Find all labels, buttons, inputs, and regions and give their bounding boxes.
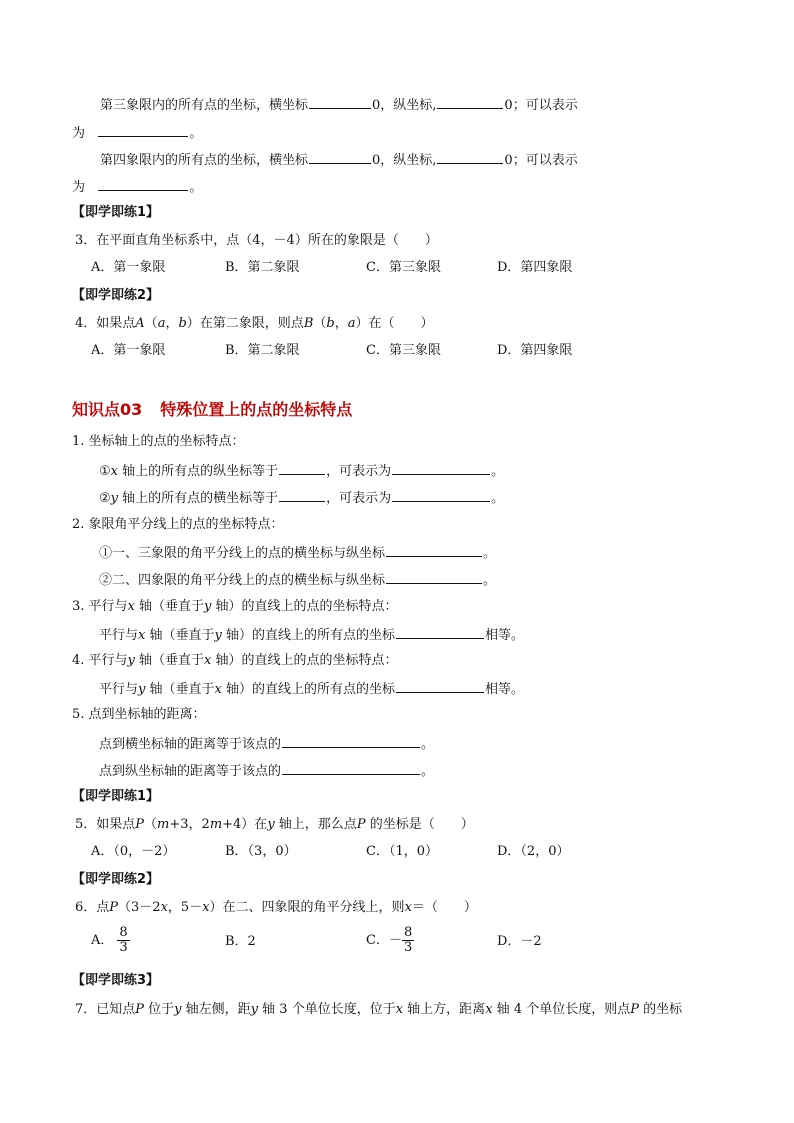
question-5-option-b[interactable]: B．（3，0） — [225, 844, 297, 859]
question-5-option-c[interactable]: C．（1，0） — [366, 844, 438, 859]
knowledge-5-heading: 5. 点到坐标轴的距离： — [72, 707, 206, 722]
knowledge-2-item-b: ②二、四象限的角平分线上的点的横坐标与纵坐标 。 — [99, 573, 497, 588]
knowledge-1-item-a: ①x 轴上的所有点的纵坐标等于 ，可表示为 。 — [99, 464, 505, 479]
answer-blank[interactable] — [98, 124, 188, 137]
question-7-stem: 7．已知点P 位于y 轴左侧，距y 轴 3 个单位长度，位于x 轴上方，距离x 轴 4 个单位长度，则点P 的坐标 — [75, 1002, 683, 1017]
section-heading — [72, 397, 352, 420]
question-4-option-b[interactable]: B．第二象限 — [225, 343, 300, 358]
section-number: 知识点03 — [72, 400, 143, 419]
answer-blank[interactable] — [309, 151, 371, 164]
answer-blank[interactable] — [386, 571, 482, 584]
answer-blank[interactable] — [386, 544, 482, 557]
knowledge-5-item-a: 点到横坐标轴的距离等于该点的 。 — [99, 737, 435, 752]
answer-blank[interactable] — [279, 489, 325, 502]
knowledge-2-item-a: ①一、三象限的角平分线上的点的横坐标与纵坐标 。 — [99, 546, 497, 561]
question-3-option-c[interactable]: C．第三象限 — [366, 260, 441, 275]
question-3-option-b[interactable]: B．第二象限 — [225, 260, 300, 275]
question-3-option-d[interactable]: D．第四象限 — [497, 260, 573, 275]
section-title: 特殊位置上的点的坐标特点 — [160, 400, 353, 419]
answer-blank[interactable] — [396, 626, 484, 639]
answer-blank[interactable] — [437, 96, 503, 109]
knowledge-5-item-b: 点到纵坐标轴的距离等于该点的 。 — [99, 764, 435, 779]
question-5-option-d[interactable]: D．（2，0） — [497, 844, 570, 859]
question-6-option-c[interactable]: C．－ $\frac{8}{3}$ — [366, 925, 413, 955]
question-5-stem: 5．如果点P（m+3，2m+4）在y 轴上，那么点P 的坐标是（ ） — [75, 817, 474, 832]
answer-blank[interactable] — [396, 680, 484, 693]
q3-fill-line-1: 第三象限内的所有点的坐标，横坐标 0，纵坐标, 0；可以表示 — [100, 98, 578, 113]
answer-blank[interactable] — [282, 735, 420, 748]
question-3-option-a[interactable]: A．第一象限 — [91, 260, 166, 275]
answer-blank[interactable] — [309, 96, 371, 109]
practice-label: 【即学即练2】 — [72, 288, 160, 303]
knowledge-4-body: 平行与y 轴（垂直于x 轴）的直线上的所有点的坐标 相等。 — [99, 682, 525, 697]
knowledge-3-body: 平行与x 轴（垂直于y 轴）的直线上的所有点的坐标 相等。 — [99, 628, 525, 643]
answer-blank[interactable] — [437, 151, 503, 164]
q4-fill-line-2: 为 。 — [72, 180, 203, 195]
practice-label: 【即学即练1】 — [72, 205, 160, 220]
knowledge-1-heading: 1. 坐标轴上的点的坐标特点： — [72, 434, 245, 449]
question-6-option-b[interactable]: B．2 — [225, 934, 256, 949]
question-4-option-d[interactable]: D．第四象限 — [497, 343, 573, 358]
question-6-option-d[interactable]: D．－2 — [497, 934, 542, 949]
question-4-option-a[interactable]: A．第一象限 — [91, 343, 166, 358]
question-6-option-a[interactable]: A． $\frac{8}{3}$ — [91, 925, 128, 955]
question-3-stem: 3．在平面直角坐标系中，点（4，－4）所在的象限是（ ） — [75, 233, 438, 248]
practice-label: 【即学即练3】 — [72, 973, 160, 988]
knowledge-1-item-b: ②y 轴上的所有点的横坐标等于 ，可表示为 。 — [99, 491, 505, 506]
question-6-stem: 6．点P（3－2x，5－x）在二、四象限的角平分线上，则x＝（ ） — [75, 900, 477, 915]
question-4-option-c[interactable]: C．第三象限 — [366, 343, 441, 358]
question-4-stem: 4．如果点A（a，b）在第二象限，则点B（b，a）在（ ） — [75, 316, 434, 331]
question-5-option-a[interactable]: A．（0，－2） — [91, 844, 176, 859]
answer-blank[interactable] — [392, 489, 490, 502]
knowledge-4-heading: 4. 平行与y 轴（垂直于x 轴）的直线上的点的坐标特点： — [72, 653, 398, 668]
practice-label: 【即学即练1】 — [72, 789, 160, 804]
knowledge-2-heading: 2. 象限角平分线上的点的坐标特点： — [72, 517, 284, 532]
answer-blank[interactable] — [392, 462, 490, 475]
practice-label: 【即学即练2】 — [72, 872, 160, 887]
answer-blank[interactable] — [98, 178, 188, 191]
answer-blank[interactable] — [279, 462, 325, 475]
q3-fill-line-2: 为 。 — [72, 126, 203, 141]
answer-blank[interactable] — [282, 762, 420, 775]
knowledge-3-heading: 3. 平行与x 轴（垂直于y 轴）的直线上的点的坐标特点： — [72, 599, 398, 614]
q4-fill-line-1: 第四象限内的所有点的坐标，横坐标 0，纵坐标, 0；可以表示 — [100, 153, 578, 168]
